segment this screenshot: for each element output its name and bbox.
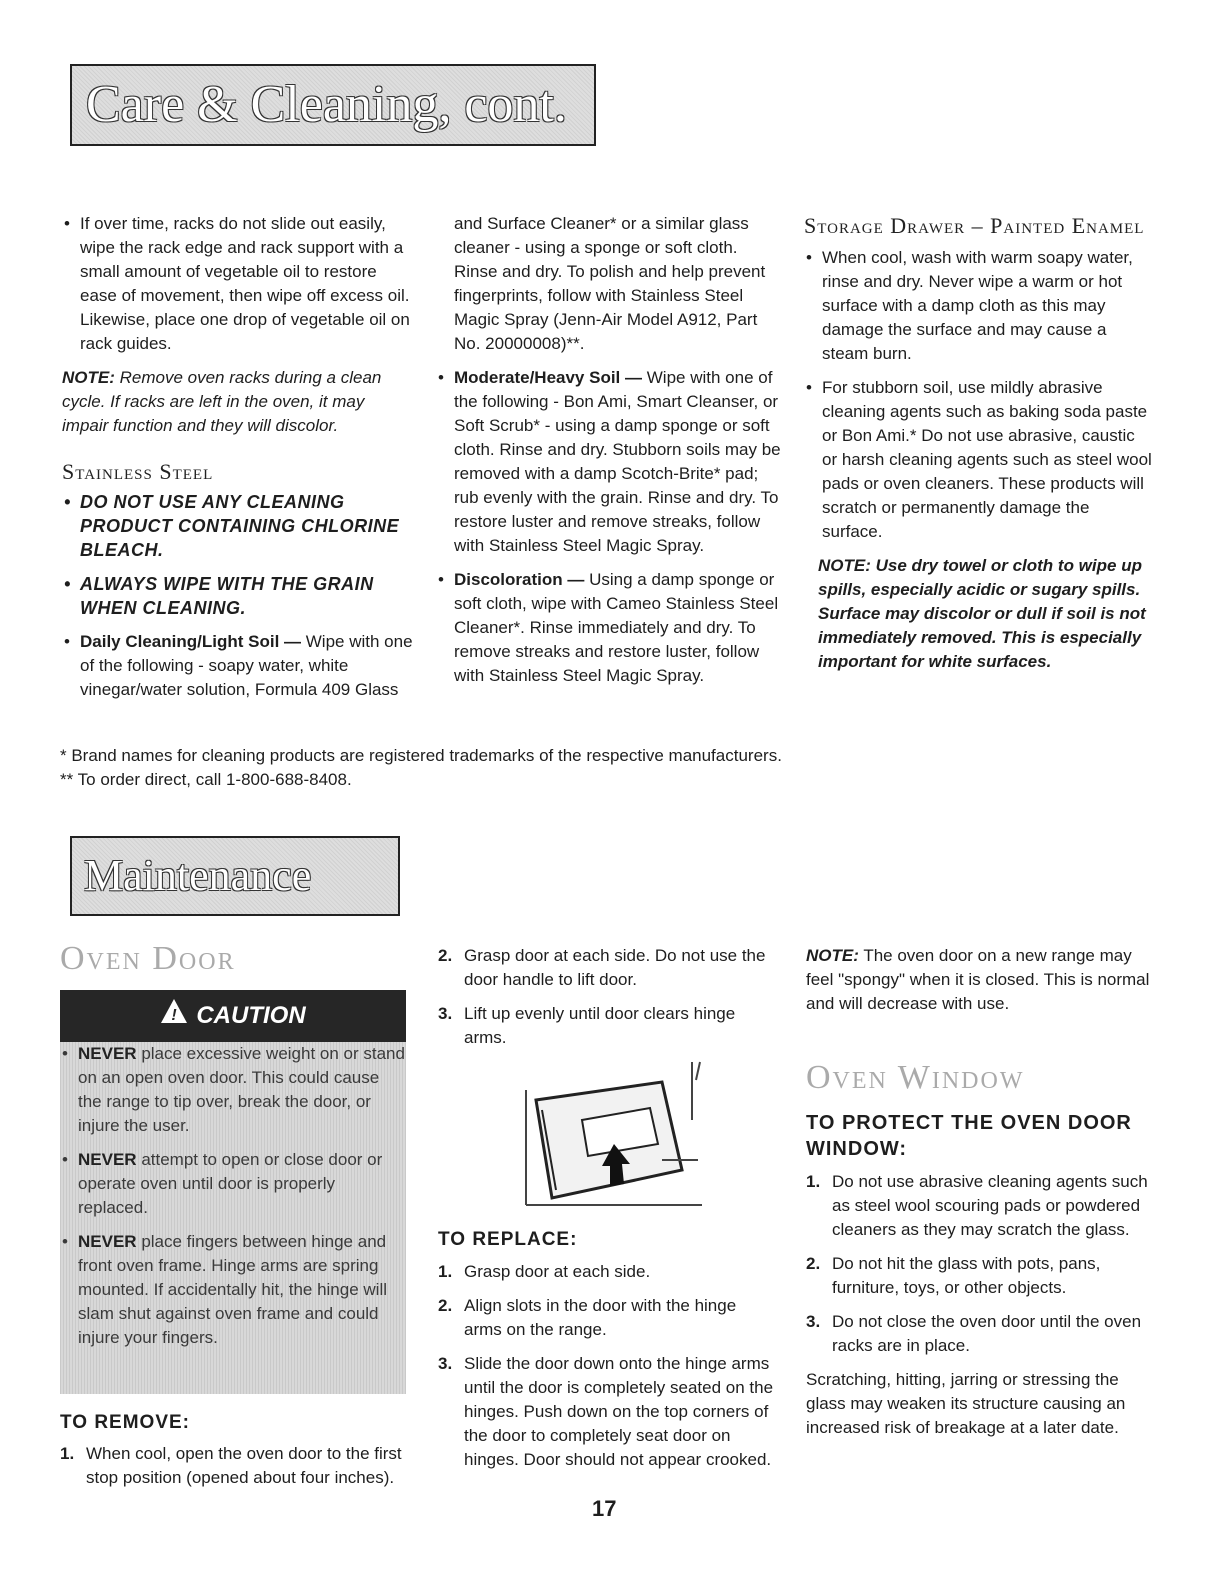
discolor-text: Using a damp sponge or soft cloth, wipe with Cameo Stainless Steel Cleaner*. Rinse immediately and dry. To remove streaks and restore luster, follow with Stainless Steel Magic Spray. bbox=[454, 570, 779, 685]
moderate-label: Moderate/Heavy Soil — bbox=[454, 368, 643, 387]
replace-steps bbox=[438, 1260, 778, 1472]
caution-item bbox=[60, 1148, 406, 1220]
stainless-list bbox=[62, 490, 414, 702]
step-text: Grasp door at each side. bbox=[464, 1262, 651, 1281]
daily-label: Daily Cleaning/Light Soil — bbox=[80, 632, 302, 651]
remove-steps-continued bbox=[438, 944, 778, 1050]
window-step bbox=[806, 1310, 1154, 1358]
maintenance-banner bbox=[70, 836, 400, 916]
remove-step bbox=[438, 944, 778, 992]
oven-window-heading: Oven Window bbox=[806, 1059, 1025, 1096]
remove-step bbox=[438, 1002, 778, 1050]
step-number: 2. bbox=[438, 1296, 453, 1315]
step-text: Align slots in the door with the hinge arms on the range. bbox=[464, 1296, 737, 1339]
clean-cycle-note bbox=[62, 366, 414, 438]
caution-box bbox=[60, 990, 406, 1394]
grain-warning: • ALWAYS WIPE WITH THE GRAIN WHEN CLEANING. bbox=[62, 572, 414, 620]
caution-text: place excessive weight on or stand on an open oven door. This could cause the range to tip over, break the door, or injure the user. bbox=[78, 1044, 405, 1135]
stainless-soil-list bbox=[436, 366, 782, 688]
window-step bbox=[806, 1252, 1154, 1300]
step-number: 1. bbox=[60, 1444, 75, 1463]
caution-header bbox=[60, 990, 406, 1042]
care-cleaning-banner bbox=[70, 64, 596, 146]
oven-door-heading: Oven Door bbox=[60, 940, 236, 977]
caution-text: place fingers between hinge and front oven frame. Hinge arms are spring mounted. If accidentally hit, the hinge will slam shut against oven frame and could injure your fingers. bbox=[78, 1232, 388, 1347]
step-text: Do not hit the glass with pots, pans, furniture, toys, or other objects. bbox=[832, 1254, 1101, 1297]
banner-title: Maintenance bbox=[84, 851, 312, 900]
footnotes bbox=[60, 744, 960, 792]
breakage-warning: Scratching, hitting, jarring or stressing the glass may weaken its structure causing an increased risk of breakage at a later date. bbox=[806, 1370, 1126, 1437]
note-label: NOTE: bbox=[62, 368, 115, 387]
caution-list bbox=[60, 1042, 406, 1350]
note-text: Remove oven racks during a clean cycle. If racks are left in the oven, it may impair function and they will discolor. bbox=[62, 368, 382, 435]
step-number: 1. bbox=[438, 1262, 453, 1281]
moderate-soil bbox=[436, 366, 782, 558]
step-text: Grasp door at each side. Do not use the door handle to lift door. bbox=[464, 946, 766, 989]
to-replace-heading: TO REPLACE: bbox=[438, 1229, 578, 1250]
warning-triangle-icon bbox=[160, 991, 188, 1043]
oven-door-column-3 bbox=[806, 944, 1154, 1450]
step-text: Do not close the oven door until the oven racks are in place. bbox=[832, 1312, 1142, 1355]
order-footnote: ** To order direct, call 1-800-688-8408. bbox=[60, 770, 352, 789]
remove-step bbox=[60, 1442, 412, 1490]
trademark-footnote: * Brand names for cleaning products are registered trademarks of the respective manufacturers. bbox=[60, 746, 782, 765]
oven-door-column-1 bbox=[60, 940, 412, 1500]
storage-tip-1: • When cool, wash with warm soapy water, rinse and dry. Never wipe a warm or hot surface with a damp cloth as this may damage the surface and may cause a steam burn. bbox=[804, 246, 1154, 366]
daily-cleaning bbox=[62, 630, 414, 702]
caution-item bbox=[60, 1230, 406, 1350]
note-text: The oven door on a new range may feel "spongy" when it is closed. This is normal and will decrease with use. bbox=[806, 946, 1150, 1013]
discoloration bbox=[436, 568, 782, 688]
banner-title: Care & Cleaning, cont. bbox=[86, 76, 567, 133]
moderate-text: Wipe with one of the following - Bon Ami, Smart Cleanser, or Soft Scrub* - using a damp sponge or soft cloth. Rinse and dry. Stubborn soils may be removed with a damp Scotch-Brite* pad; rub evenly with the grain. Rinse and dry. To restore luster and remove streaks, follow with Stainless Steel Magic Spray. bbox=[454, 368, 781, 555]
replace-step bbox=[438, 1352, 778, 1472]
caution-text: attempt to open or close door or operate oven until door is properly replaced. bbox=[78, 1150, 383, 1217]
rack-tip: • If over time, racks do not slide out easily, wipe the rack edge and rack support with a small amount of vegetable oil to restore ease of movement, then wipe off excess oil. Likewise, place one drop of vegetable oil on rack guides. bbox=[62, 212, 414, 356]
care-column-1 bbox=[62, 212, 414, 712]
step-number: 2. bbox=[806, 1254, 821, 1273]
protect-window-heading: TO PROTECT THE OVEN DOOR WINDOW: bbox=[806, 1112, 1132, 1160]
window-step bbox=[806, 1170, 1154, 1242]
to-remove-heading: TO REMOVE: bbox=[60, 1412, 190, 1433]
remove-steps bbox=[60, 1442, 412, 1490]
daily-text: Wipe with one of the following - soapy water, white vinegar/water solution, Formula 409 Glass bbox=[80, 632, 413, 699]
door-removal-illustration bbox=[522, 1060, 706, 1208]
step-text: Slide the door down onto the hinge arms until the door is completely seated on the hinges. Push down on the top corners of the door to completely seat door on hinges. Door should not appear crooked. bbox=[464, 1354, 774, 1469]
oven-door-column-2 bbox=[438, 944, 778, 1482]
stainless-heading: Stainless Steel bbox=[62, 459, 214, 484]
storage-drawer-list bbox=[804, 246, 1154, 544]
step-number: 2. bbox=[438, 946, 453, 965]
glass-cleaner-text: and Surface Cleaner* or a similar glass cleaner - using a sponge or soft cloth. Rinse and dry. To polish and help prevent fingerprints, follow with Stainless Steel Magic Spray (Jenn-Air Model A912, Part No. 20000008)**. bbox=[454, 214, 766, 353]
discolor-label: Discoloration — bbox=[454, 570, 585, 589]
window-steps bbox=[806, 1170, 1154, 1358]
spill-note: NOTE: Use dry towel or cloth to wipe up spills, especially acidic or sugary spills. Surface may discolor or dull if soil is not immediately removed. This is especially important for white surfaces. bbox=[818, 556, 1146, 671]
storage-drawer-heading: Storage Drawer – Painted Enamel bbox=[804, 213, 1145, 238]
step-text: When cool, open the oven door to the first stop position (opened about four inches). bbox=[86, 1444, 402, 1487]
step-text: Lift up evenly until door clears hinge arms. bbox=[464, 1004, 736, 1047]
replace-step bbox=[438, 1260, 778, 1284]
replace-step bbox=[438, 1294, 778, 1342]
caution-item bbox=[60, 1042, 406, 1138]
note-label: NOTE: bbox=[806, 946, 859, 965]
step-number: 1. bbox=[806, 1172, 821, 1191]
page-number: 17 bbox=[592, 1496, 617, 1521]
svg-text:!: ! bbox=[171, 1006, 177, 1024]
step-text: Do not use abrasive cleaning agents such as steel wool scouring pads or powdered cleaners as they may scratch the glass. bbox=[832, 1172, 1148, 1239]
spongy-door-note bbox=[806, 944, 1154, 1016]
chlorine-warning: • DO NOT USE ANY CLEANING PRODUCT CONTAINING CHLORINE BLEACH. bbox=[62, 490, 414, 562]
storage-tip-2: • For stubborn soil, use mildly abrasive cleaning agents such as baking soda paste or Bon Ami.* Do not use abrasive, caustic or harsh cleaning agents such as steel wool pads or oven cleaners. These products will scratch or permanently damage the surface. bbox=[804, 376, 1154, 544]
caution-lead: NEVER bbox=[78, 1044, 137, 1063]
caution-title: CAUTION bbox=[196, 1002, 306, 1029]
care-column-2 bbox=[436, 212, 782, 698]
step-number: 3. bbox=[438, 1354, 453, 1373]
caution-lead: NEVER bbox=[78, 1150, 137, 1169]
rack-list bbox=[62, 212, 414, 356]
step-number: 3. bbox=[438, 1004, 453, 1023]
caution-lead: NEVER bbox=[78, 1232, 137, 1251]
step-number: 3. bbox=[806, 1312, 821, 1331]
care-column-3 bbox=[804, 212, 1154, 684]
